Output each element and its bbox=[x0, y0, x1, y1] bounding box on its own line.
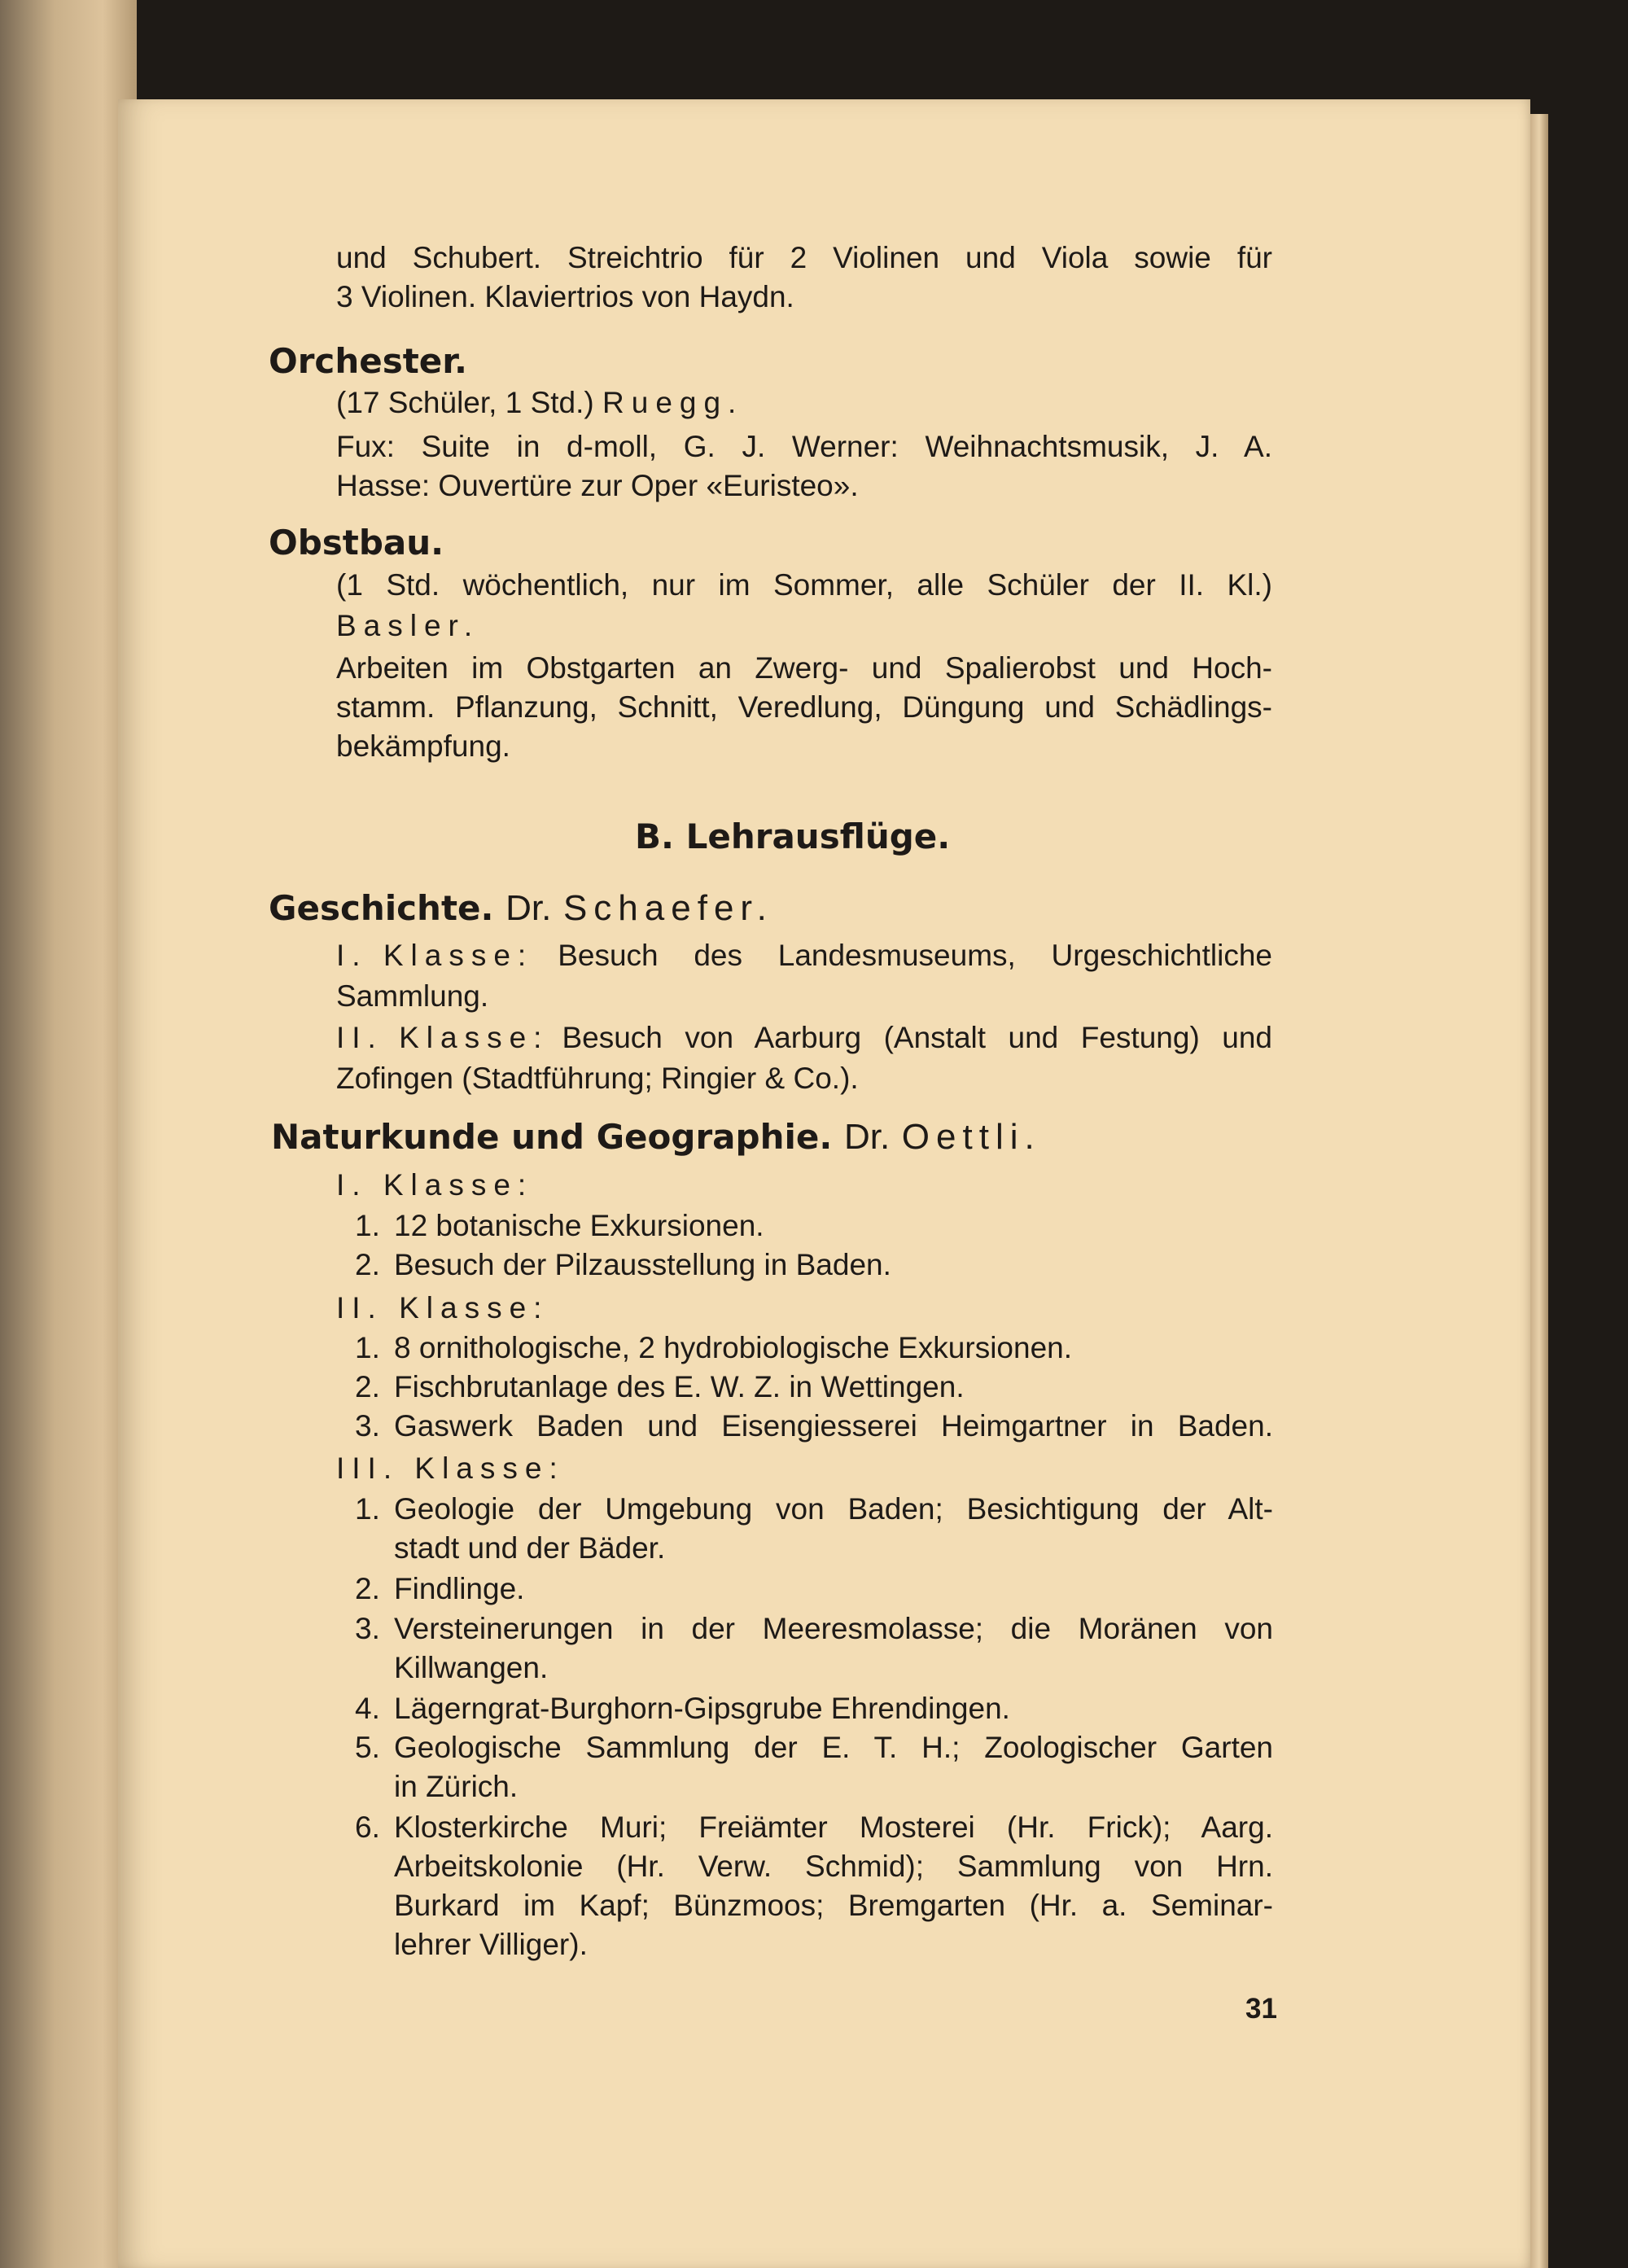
geschichte-teacher: Schaefer. bbox=[562, 888, 773, 928]
obstbau-line-2: stamm. Pflanzung, Schnitt, Veredlung, Düngung und Schädlings- bbox=[336, 690, 1272, 724]
list-item-text: Geologie der Umgebung von Baden; Besichtigung der Alt- bbox=[394, 1492, 1273, 1526]
item-number: 1. bbox=[355, 1492, 380, 1526]
orchester-teacher: Ruegg. bbox=[602, 386, 744, 419]
list-item bbox=[355, 1812, 380, 1842]
orchester-meta-line bbox=[336, 387, 743, 418]
section-b-title: B. Lehrausflüge. bbox=[635, 817, 951, 856]
list-item-text: Gaswerk Baden und Eisengiesserei Heimgartner in Baden. bbox=[394, 1409, 1273, 1443]
item-number: 4. bbox=[355, 1692, 380, 1725]
geschichte-teacher-prefix: Dr. bbox=[505, 888, 552, 928]
list-item bbox=[355, 1693, 380, 1723]
naturkunde-heading: Naturkunde und Geographie. bbox=[271, 1117, 833, 1157]
list-item-text: 12 botanische Exkursionen. bbox=[394, 1209, 764, 1242]
geschichte-k2-text: Besuch von Aarburg (Anstalt und Festung) und bbox=[562, 1021, 1272, 1054]
geschichte-k2-label: II. Klasse: bbox=[336, 1021, 549, 1054]
list-item-text: stadt und der Bäder. bbox=[394, 1531, 666, 1565]
naturkunde-teacher: Oettli. bbox=[901, 1117, 1041, 1157]
orchester-line-1: Fux: Suite in d-moll, G. J. Werner: Weihnachtsmusik, J. A. bbox=[336, 430, 1272, 463]
item-number: 1. bbox=[355, 1331, 380, 1364]
list-item-text: Findlinge. bbox=[394, 1572, 525, 1605]
naturkunde-k2-label: II. Klasse: bbox=[336, 1291, 549, 1324]
list-item bbox=[355, 1372, 380, 1402]
item-number: 3. bbox=[355, 1409, 380, 1443]
geschichte-k2-text-2: Zofingen (Stadtführung; Ringier & Co.). bbox=[336, 1062, 859, 1095]
obstbau-meta: (1 Std. wöchentlich, nur im Sommer, alle Schüler der II. Kl.) bbox=[336, 568, 1272, 602]
obstbau-teacher: Basler. bbox=[336, 609, 480, 642]
list-item-text: Versteinerungen in der Meeresmolasse; die Moränen von bbox=[394, 1612, 1273, 1645]
list-item-text: Arbeitskolonie (Hr. Verw. Schmid); Sammlung von Hrn. bbox=[394, 1850, 1273, 1883]
list-item bbox=[355, 1333, 380, 1363]
list-item-text: Klosterkirche Muri; Freiämter Mosterei (Hr. Frick); Aarg. bbox=[394, 1810, 1273, 1844]
naturkunde-k3-label: III. Klasse: bbox=[336, 1451, 565, 1485]
geschichte-k2-line bbox=[336, 1022, 1272, 1053]
list-item-text: Besuch der Pilzausstellung in Baden. bbox=[394, 1248, 891, 1281]
orchester-heading: Orchester. bbox=[269, 341, 467, 381]
item-number: 3. bbox=[355, 1612, 380, 1645]
item-number: 2. bbox=[355, 1370, 380, 1403]
intro-line-2: 3 Violinen. Klaviertrios von Haydn. bbox=[336, 280, 794, 313]
list-item-text: Killwangen. bbox=[394, 1651, 549, 1684]
obstbau-line-3: bekämpfung. bbox=[336, 729, 510, 763]
item-number: 2. bbox=[355, 1248, 380, 1281]
geschichte-k1-text-2: Sammlung. bbox=[336, 979, 489, 1013]
naturkunde-teacher-prefix: Dr. bbox=[843, 1117, 891, 1157]
item-number: 5. bbox=[355, 1731, 380, 1764]
geschichte-heading-line bbox=[269, 888, 773, 928]
list-item bbox=[355, 1211, 380, 1241]
list-item bbox=[355, 1250, 380, 1280]
geschichte-heading: Geschichte. bbox=[269, 888, 494, 928]
list-item bbox=[355, 1494, 380, 1524]
obstbau-line-1: Arbeiten im Obstgarten an Zwerg- und Spalierobst und Hoch- bbox=[336, 651, 1272, 685]
list-item bbox=[355, 1613, 380, 1644]
orchester-line-2: Hasse: Ouvertüre zur Oper «Euristeo». bbox=[336, 469, 859, 502]
list-item-text: 8 ornithologische, 2 hydrobiologische Exkursionen. bbox=[394, 1331, 1073, 1364]
geschichte-k1-label: I. Klasse: bbox=[336, 939, 534, 972]
orchester-meta: (17 Schüler, 1 Std.) bbox=[336, 386, 594, 419]
geschichte-k1-text: Besuch des Landesmuseums, Urgeschichtliche bbox=[558, 939, 1272, 972]
item-number: 1. bbox=[355, 1209, 380, 1242]
list-item bbox=[355, 1732, 380, 1762]
list-item-text: Burkard im Kapf; Bünzmoos; Bremgarten (Hr. a. Seminar- bbox=[394, 1889, 1273, 1922]
list-item bbox=[355, 1574, 380, 1604]
list-item-text: Fischbrutanlage des E. W. Z. in Wettingen. bbox=[394, 1370, 965, 1403]
naturkunde-heading-line bbox=[271, 1119, 1041, 1155]
list-item bbox=[355, 1411, 380, 1441]
list-item-text: lehrer Villiger). bbox=[394, 1928, 588, 1961]
item-number: 6. bbox=[355, 1810, 380, 1844]
naturkunde-k1-label: I. Klasse: bbox=[336, 1168, 534, 1202]
item-number: 2. bbox=[355, 1572, 380, 1605]
list-item-text: in Zürich. bbox=[394, 1770, 519, 1803]
page-number: 31 bbox=[1245, 1993, 1277, 2025]
list-item-text: Geologische Sammlung der E. T. H.; Zoologischer Garten bbox=[394, 1731, 1273, 1764]
list-item-text: Lägerngrat-Burghorn-Gipsgrube Ehrendingen. bbox=[394, 1692, 1010, 1725]
intro-line-1: und Schubert. Streichtrio für 2 Violinen und Viola sowie für bbox=[336, 241, 1272, 274]
geschichte-k1-line bbox=[336, 940, 1272, 970]
obstbau-heading: Obstbau. bbox=[269, 523, 444, 563]
